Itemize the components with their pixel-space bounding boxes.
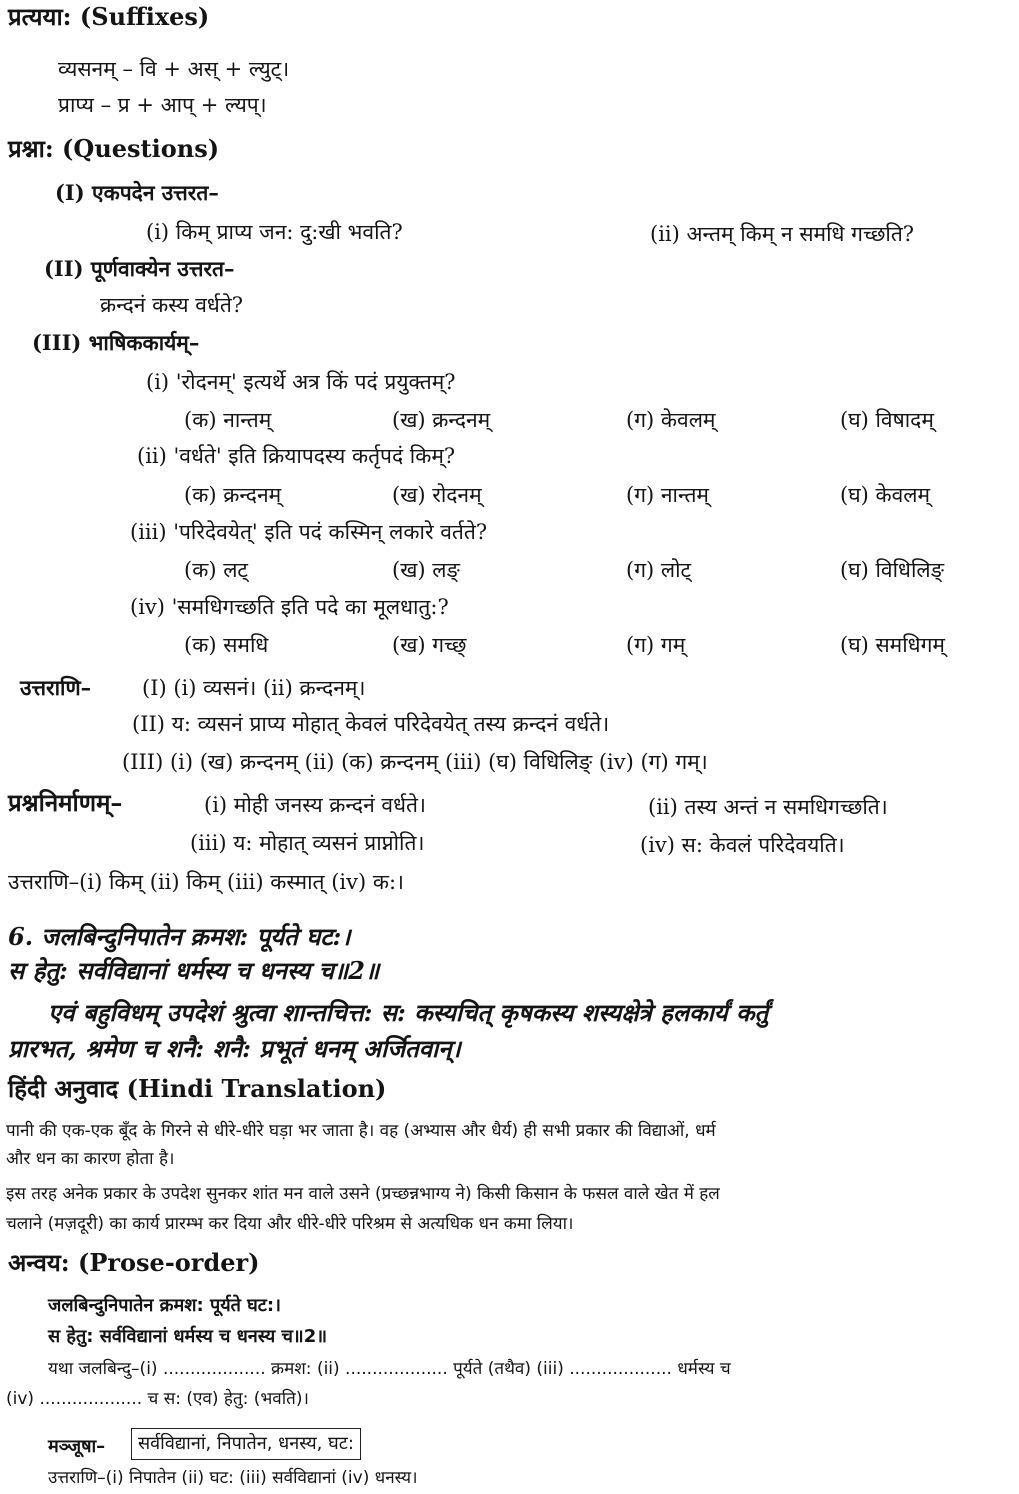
mcq-option: (ग) गम् bbox=[626, 633, 686, 657]
mcq-option: (ग) नान्तम् bbox=[626, 483, 709, 507]
verse-prose: एवं बहुविधम् उपदेशं श्रुत्वा शान्तचित्त: स: कस्यचित् कृषकस्य शस्यक्षेत्रे हलकार्यं कर्तुं bbox=[48, 998, 769, 1027]
anvaya-answers: उत्तराणि–(i) निपातेन (ii) घट: (iii) सर्वविद्यानां (iv) धनस्य। bbox=[48, 1468, 418, 1488]
mcq-question: (iv) 'समधिगच्छति इति पदे का मूलधातु:? bbox=[130, 595, 449, 619]
hindi-heading: हिंदी अनुवाद (Hindi Translation) bbox=[8, 1074, 387, 1103]
anvaya-verse: स हेतु: सर्वविद्यानां धर्मस्य च धनस्य च॥2॥ bbox=[48, 1326, 328, 1347]
verse-prose: प्रारभत, श्रमेण च शनै: शनै: प्रभूतं धनम् अर्जितवान्। bbox=[8, 1034, 461, 1063]
answer-line: (I) (i) व्यसनं। (ii) क्रन्दनम्। bbox=[142, 676, 366, 700]
section-title: (III) भाषिककार्यम्– bbox=[32, 330, 200, 355]
prashna-item: (i) मोही जनस्य क्रन्दनं वर्धते। bbox=[204, 793, 426, 817]
section-title: (I) एकपदेन उत्तरत– bbox=[55, 180, 219, 205]
question-text: (ii) अन्तम् किम् न समधि गच्छति? bbox=[650, 222, 915, 246]
mcq-option: (क) लट् bbox=[184, 558, 249, 582]
mcq-option: (ग) लोट् bbox=[626, 558, 692, 582]
prashna-answers: उत्तराणि–(i) किम् (ii) किम् (iii) कस्मात् (iv) क:। bbox=[8, 870, 404, 894]
suffix-line: व्यसनम् – वि + अस् + ल्युट्। bbox=[58, 57, 290, 81]
fill-blank-line: यथा जलबिन्दु–(i) ................... क्रमश: (ii) ................... पूर्यते (तथैव) (iii) ................... धर्मस्य च bbox=[48, 1359, 731, 1379]
mcq-option: (ख) गच्छ् bbox=[392, 633, 467, 657]
mcq-option: (घ) विधिलिङ् bbox=[840, 558, 944, 582]
mcq-option: (ख) रोदनम् bbox=[392, 483, 482, 507]
answer-line: (III) (i) (ख) क्रन्दनम् (ii) (क) क्रन्दनम् (iii) (घ) विधिलिङ् (iv) (ग) गम्। bbox=[122, 750, 708, 774]
mcq-option: (ख) लङ् bbox=[392, 558, 460, 582]
mcq-question: (ii) 'वर्धते' इति क्रियापदस्य कर्तृपदं किम्? bbox=[137, 444, 456, 468]
manjusha-label: मञ्जूषा– bbox=[48, 1436, 106, 1457]
verse-line: 6. जलबिन्दुनिपातेन क्रमश: पूर्यते घट:। bbox=[8, 922, 351, 951]
hindi-line: और धन का कारण होता है। bbox=[6, 1149, 175, 1169]
anvaya-heading: अन्वय: (Prose-order) bbox=[8, 1248, 260, 1277]
mcq-option: (क) नान्तम् bbox=[184, 408, 272, 432]
questions-heading: प्रश्ना: (Questions) bbox=[8, 134, 220, 163]
prashna-item: (iii) य: मोहात् व्यसनं प्राप्नोति। bbox=[190, 831, 425, 855]
mcq-option: (क) क्रन्दनम् bbox=[184, 483, 282, 507]
mcq-question: (iii) 'परिदेवयेत्' इति पदं कस्मिन् लकारे वर्तते? bbox=[130, 520, 488, 544]
hindi-line: इस तरह अनेक प्रकार के उपदेश सुनकर शांत मन वाले उसने (प्रच्छन्नभाग्य ने) किसी किसान के फसल वाले खेत में हल bbox=[6, 1184, 720, 1204]
prashna-item: (iv) स: केवलं परिदेवयति। bbox=[640, 833, 845, 857]
fill-blank-line: (iv) ................... च स: (एव) हेतु: (भवति)। bbox=[6, 1389, 309, 1409]
verse-line: स हेतु: सर्वविद्यानां धर्मस्य च धनस्य च॥2॥ bbox=[8, 956, 380, 985]
mcq-question: (i) 'रोदनम्' इत्यर्थे अत्र किं पदं प्रयुक्तम्? bbox=[146, 370, 456, 394]
mcq-option: (घ) केवलम् bbox=[840, 483, 931, 507]
mcq-option: (घ) समधिगम् bbox=[840, 633, 945, 657]
prashna-item: (ii) तस्य अन्तं न समधिगच्छति। bbox=[648, 795, 888, 819]
suffix-line: प्राप्य – प्र + आप् + ल्यप्। bbox=[58, 93, 267, 117]
suffixes-heading: प्रत्यया: (Suffixes) bbox=[8, 2, 210, 31]
question-text: क्रन्दनं कस्य वर्धते? bbox=[100, 293, 244, 317]
mcq-option: (घ) विषादम् bbox=[840, 408, 934, 432]
hindi-line: पानी की एक-एक बूँद के गिरने से धीरे-धीरे घड़ा भर जाता है। वह (अभ्यास और धैर्य) ही सभी प्रकार की विद्याओं, धर्म bbox=[6, 1121, 716, 1141]
answer-line: (II) य: व्यसनं प्राप्य मोहात् केवलं परिदेवयेत् तस्य क्रन्दनं वर्धते। bbox=[132, 712, 610, 736]
anvaya-verse: जलबिन्दुनिपातेन क्रमश: पूर्यते घट:। bbox=[48, 1295, 281, 1316]
mcq-option: (ग) केवलम् bbox=[626, 408, 716, 432]
hindi-line: चलाने (मज़दूरी) का कार्य प्रारम्भ कर दिया और धीरे-धीरे परिश्रम से अत्यधिक धन कमा लिया। bbox=[6, 1214, 574, 1234]
mcq-option: (ख) क्रन्दनम् bbox=[392, 408, 491, 432]
mcq-option: (क) समधि bbox=[184, 633, 269, 657]
question-text: (i) किम् प्राप्य जन: दु:खी भवति? bbox=[146, 220, 403, 244]
answers-label: उत्तराणि– bbox=[20, 675, 92, 700]
prashna-nirmanam-label: प्रश्ननिर्माणम्– bbox=[8, 788, 123, 817]
manjusha-box: सर्वविद्यानां, निपातेन, धनस्य, घट: bbox=[131, 1428, 361, 1460]
section-title: (II) पूर्णवाक्येन उत्तरत– bbox=[44, 256, 235, 281]
